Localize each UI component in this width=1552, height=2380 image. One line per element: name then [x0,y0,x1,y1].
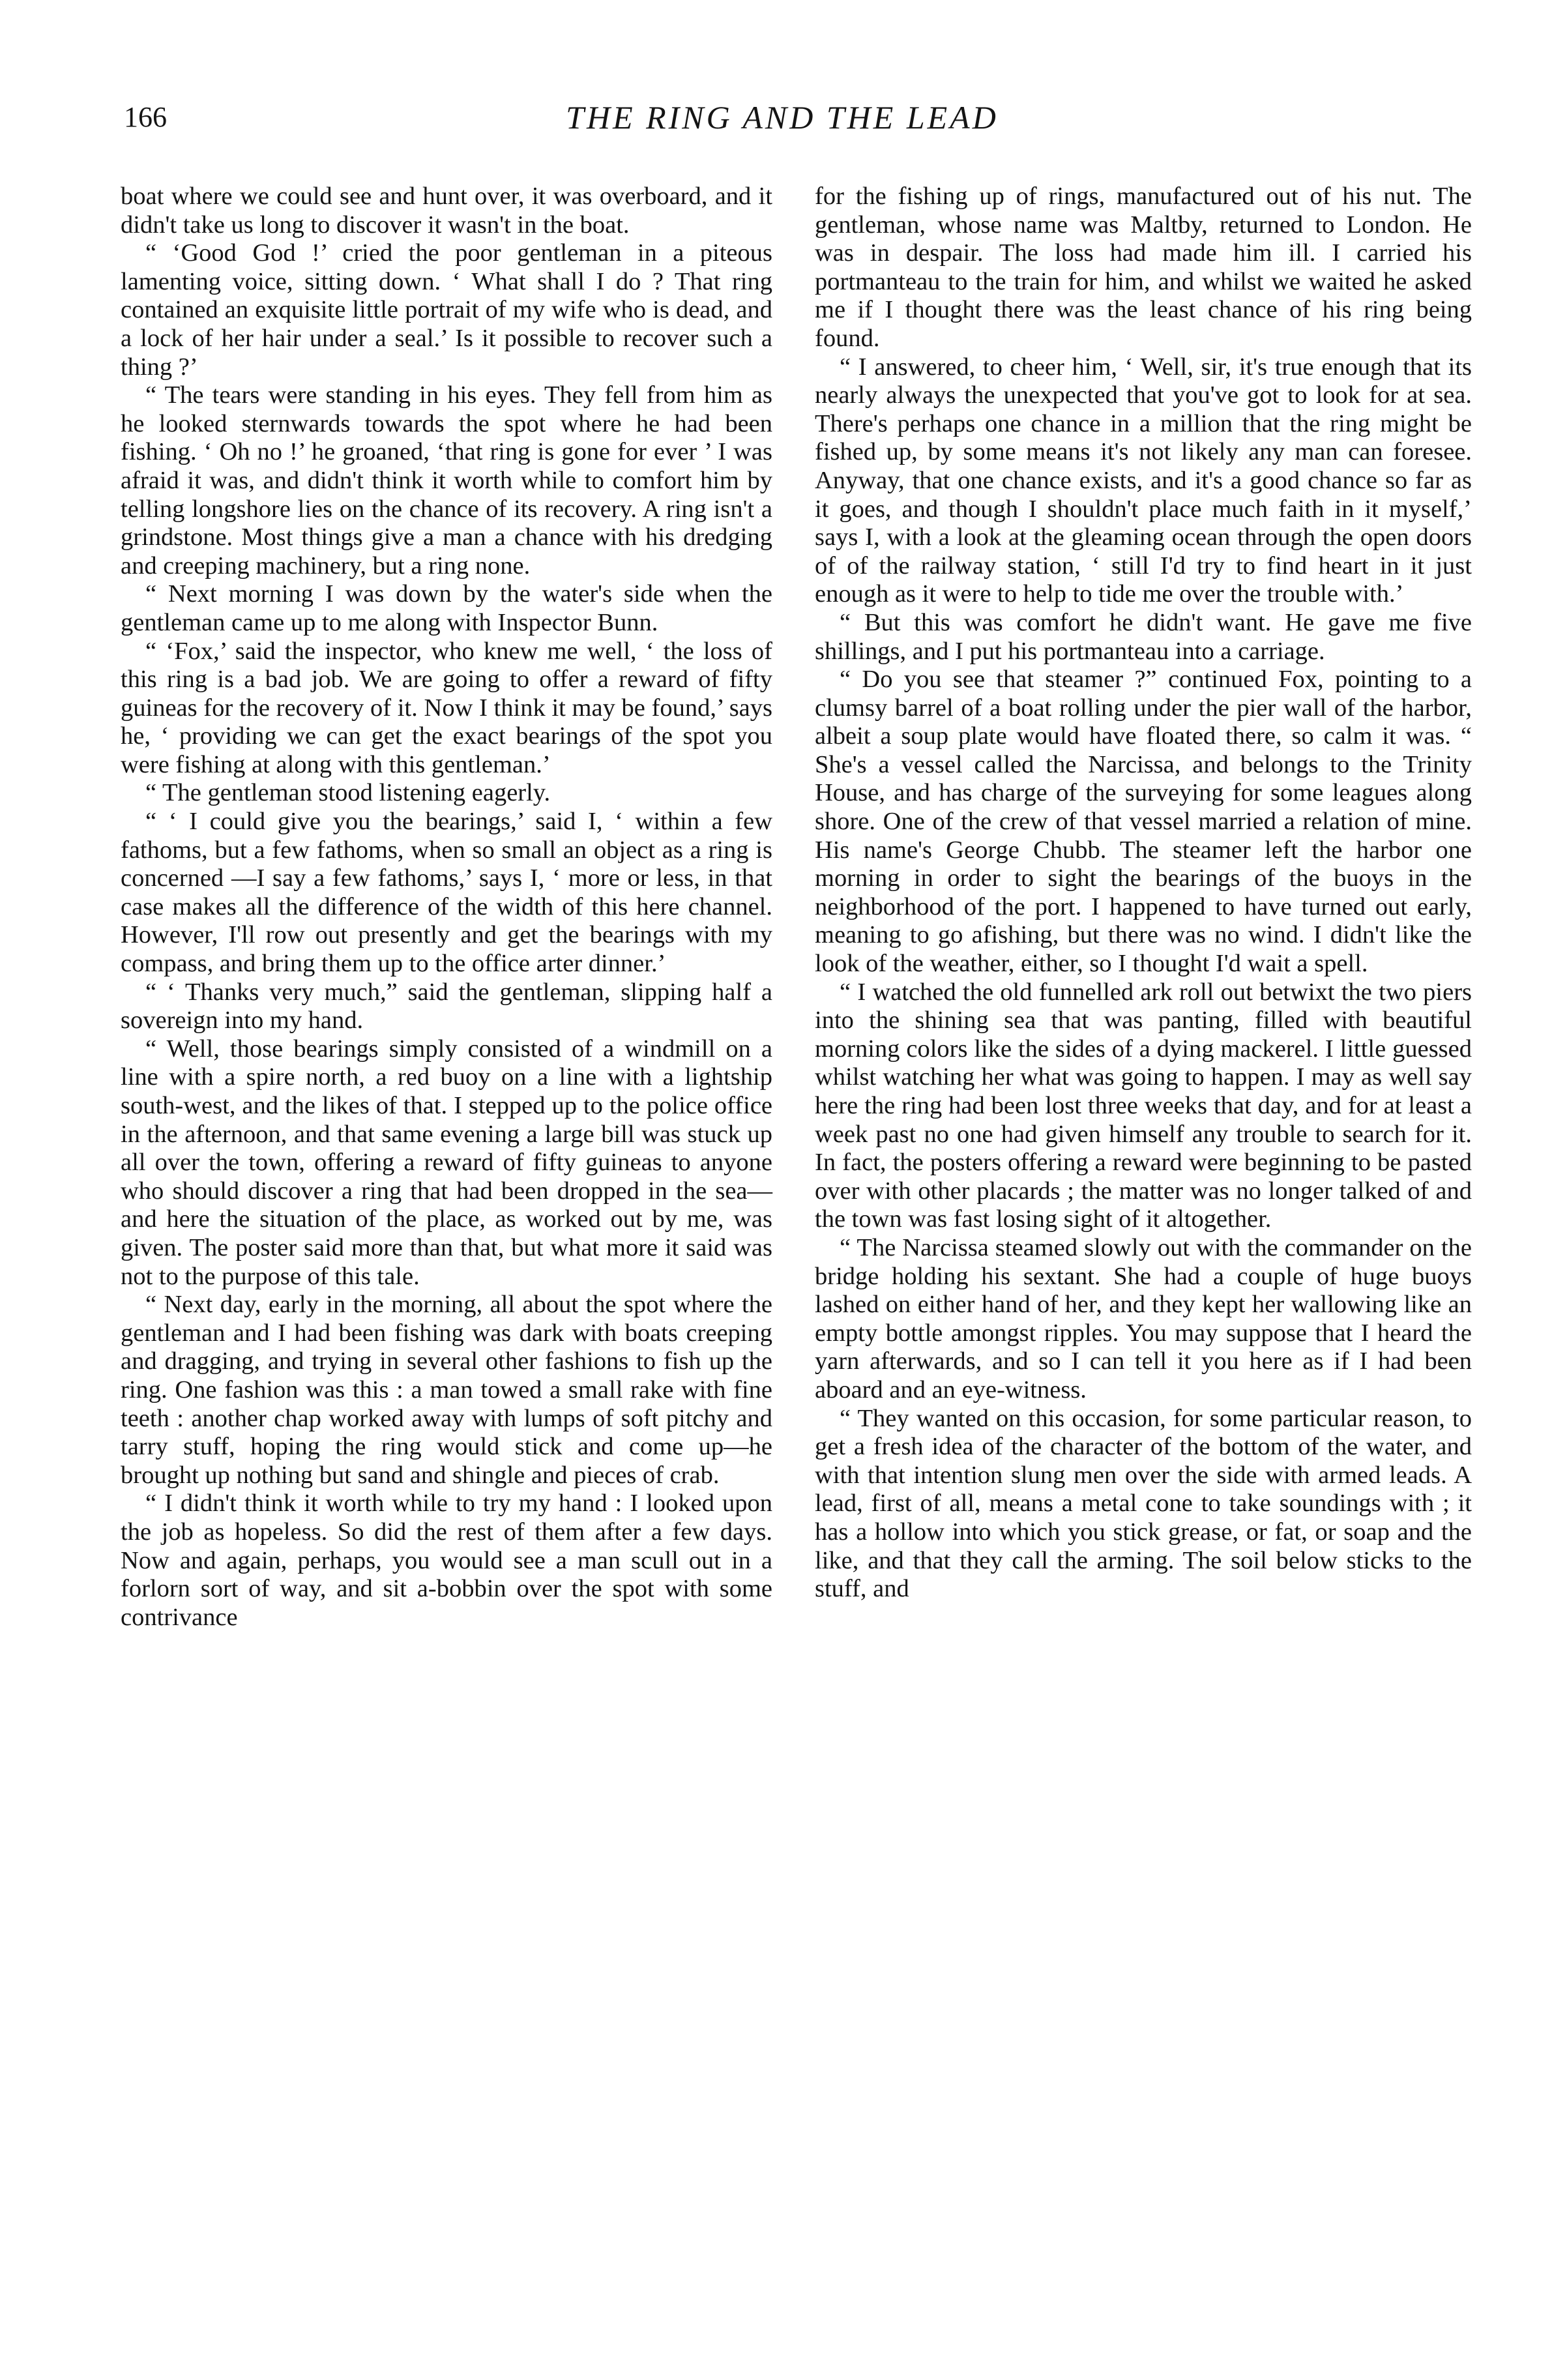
page-header [0,98,1552,137]
paragraph: “ But this was comfort he didn't want. He gave me five shillings, and I put his portmanteau into a carriage. [815,608,1472,665]
paragraph: “ Next morning I was down by the water's side when the gentleman came up to me along with Inspector Bunn. [121,580,772,636]
running-title: THE RING AND THE LEAD [566,99,999,136]
paragraph: “ The Narcissa steamed slowly out with the commander on the bridge holding his sextant. She had a couple of huge buoys lashed on either hand of her, and they kept her wallowing like an empty bottle amongst ripples. You may suppose that I heard the yarn afterwards, and so I can tell it you here as if I had been aboard and an eye-witness. [815,1233,1472,1403]
paragraph: “ ‘Good God !’ cried the poor gentleman in a piteous lamenting voice, sitting down. ‘ What shall I do ? That ring contained an exquisite little portrait of my wife who is dead, and a lock of her hair under a seal.’ Is it possible to recover such a thing ?’ [121,239,772,381]
paragraph: “ I watched the old funnelled ark roll out betwixt the two piers into the shining sea that was panting, filled with beautiful morning colors like the sides of a dying mackerel. I little guessed whilst watching her what was going to happen. I may as well say here the ring had been lost three weeks that day, and for at least a week past no one had given himself any trouble to search for it. In fact, the posters offering a reward were beginning to be pasted over with other placards ; the matter was no longer talked of and the town was fast losing sight of it altogether. [815,978,1472,1233]
paragraph: “ Well, those bearings simply consisted of a windmill on a line with a spire north, a red buoy on a line with a lightship south-west, and the likes of that. I stepped up to the police office in the afternoon, and that same evening a large bill was stuck up all over the town, offering a reward of fifty guineas to anyone who should discover a ring that had been dropped in the sea—and here the situation of the place, as worked out by me, was given. The poster said more than that, but what more it said was not to the purpose of this tale. [121,1035,772,1290]
paragraph: “ The gentleman stood listening eagerly. [145,779,551,807]
paragraph: “ The tears were standing in his eyes. They fell from him as he looked sternwards towards the spot where he had been fishing. ‘ Oh no !’ he groaned, ‘that ring is gone for ever ’ I was afraid it was, and didn't think it worth while to comfort him by telling longshore lies on the chance of its recovery. A ring isn't a grindstone. Most things give a man a chance with his dredging and creeping machinery, but a ring none. [121,381,772,580]
paragraph: for the fishing up of rings, manufactured out of his nut. The gentleman, whose name was Maltby, returned to London. He was in despair. The loss had made him ill. I carried his portmanteau to the train for him, and whilst we waited he asked me if I thought there was the least chance of his ring being found. [815,183,1472,352]
paragraph: “ Next day, early in the morning, all about the spot where the gentleman and I had been fishing was dark with boats creeping and dragging, and trying in several other fashions to fish up the ring. One fashion was this : a man towed a small rake with fine teeth : another chap worked away with lumps of soft pitchy and tarry stuff, hoping the ring would stick and come up—he brought up nothing but sand and shingle and pieces of crab. [121,1291,772,1489]
paragraph: “ They wanted on this occasion, for some particular reason, to get a fresh idea of the character of the bottom of the water, and with that intention slung men over the side with armed leads. A lead, first of all, means a metal cone to take soundings with ; it has a hollow into which you stick grease, or fat, or soap and the like, and that they call the arming. The soil below sticks to the stuff, and [815,1404,1472,1603]
left-column [121,183,772,1632]
paragraph: boat where we could see and hunt over, it was overboard, and it didn't take us long to discover it wasn't in the boat. [121,183,772,239]
paragraph: “ ‘Fox,’ said the inspector, who knew me well, ‘ the loss of this ring is a bad job. We are going to offer a reward of fifty guineas for the recovery of it. Now I think it may be found,’ says he, ‘ providing we can get the exact bearings of the spot you were fishing at along with this gentleman.’ [121,637,772,778]
paragraph: “ ‘ Thanks very much,” said the gentleman, slipping half a sovereign into my hand. [121,978,772,1035]
right-column [815,183,1472,1604]
paragraph: “ I didn't think it worth while to try my hand : I looked upon the job as hopeless. So did the rest of them after a few days. Now and again, perhaps, you would see a man scull out in a forlorn sort of way, and sit a-bobbin over the spot with some contrivance [121,1490,772,1631]
paragraph: “ Do you see that steamer ?” continued Fox, pointing to a clumsy barrel of a boat rolling under the pier wall of the harbor, albeit a soup plate would have floated there, so calm it was. “ She's a vessel called the Narcissa, and belongs to the Trinity House, and has charge of the surveying for some leagues along shore. One of the crew of that vessel married a relation of mine. His name's George Chubb. The steamer left the harbor one morning in order to sight the bearings of the buoys in the neighborhood of the port. I happened to have turned out early, meaning to go afishing, but there was no wind. I didn't like the look of the weather, either, so I thought I'd wait a spell. [815,666,1472,978]
page-number: 166 [124,101,167,133]
paragraph: “ ‘ I could give you the bearings,’ said I, ‘ within a few fathoms, but a few fathoms, when so small an object as a ring is concerned —I say a few fathoms,’ says I, ‘ more or less, in that case makes all the difference of the width of this here channel. However, I'll row out presently and get the bearings with my compass, and bring them up to the office arter dinner.’ [121,808,772,978]
paragraph: “ I answered, to cheer him, ‘ Well, sir, it's true enough that its nearly always the unexpected that you've got to look for at sea. There's perhaps one chance in a million that the ring might be fished up, by some means it's not likely any man can foresee. Anyway, that one chance exists, and it's a good chance so far as it goes, and though I shouldn't place much faith in it myself,’ says I, with a look at the gleaming ocean through the open doors of of the railway station, ‘ still I'd try to find heart in it just enough as it were to help to tide me over the trouble with.’ [815,353,1472,608]
